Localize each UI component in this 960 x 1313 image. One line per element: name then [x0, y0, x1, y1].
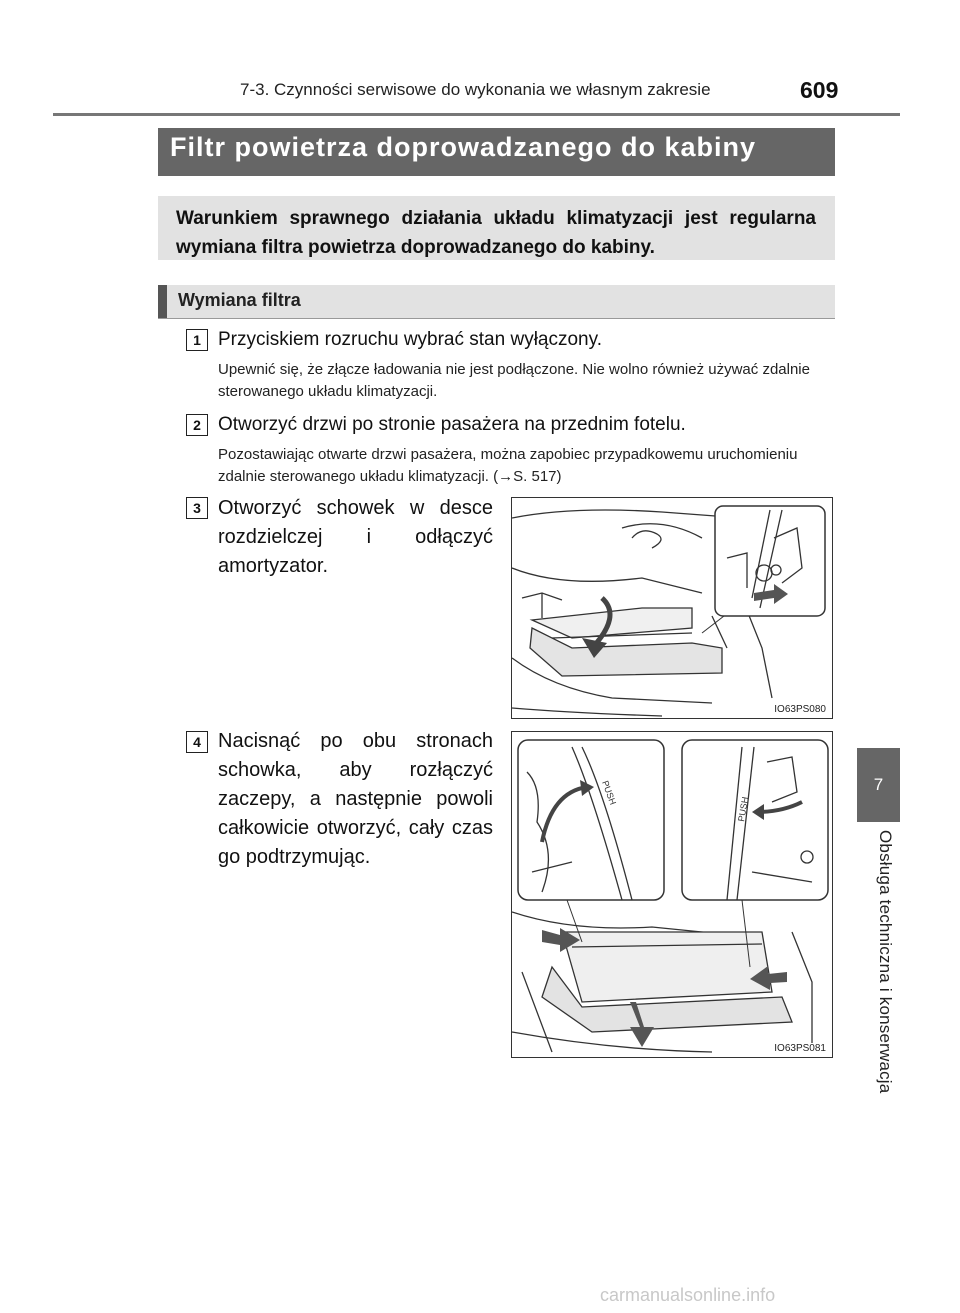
figure-glovebox-damper [511, 497, 833, 719]
step-1-note: Upewnić się, że złącze ładowania nie jest podłączone. Nie wolno również używać zdalnie sterowanego układu klimatyzacji. [218, 361, 810, 400]
subheading: Wymiana filtra [178, 290, 301, 310]
header-divider [53, 113, 900, 116]
chapter-tab: 7 [857, 748, 900, 822]
chapter-title: Obsługa techniczna i konserwacja [876, 830, 895, 1094]
step-2-text: Otworzyć drzwi po stronie pasażera na przednim fotelu. [218, 414, 686, 435]
subheading-marker [158, 285, 167, 318]
step-2-note: Pozostawiając otwarte drzwi pasażera, można zapobiec przypadkowemu uruchomieniu zdalnie sterowanego układu klimatyzacji. (→S. 517) [218, 446, 798, 485]
subheading-rule [158, 318, 835, 319]
step-number-3: 3 [186, 497, 208, 519]
watermark: carmanualsonline.info [600, 1285, 776, 1305]
push-label-right: PUSH [736, 795, 751, 823]
running-header: 7-3. Czynności serwisowe do wykonania we własnym zakresie [240, 80, 711, 99]
intro-text: Warunkiem sprawnego działania układu klimatyzacji jest regularna wymiana filtra powietrza doprowadzanego do kabiny. [176, 208, 816, 258]
page-title: Filtr powietrza doprowadzanego do kabiny [170, 132, 757, 162]
glovebox-release-illustration [512, 732, 832, 1057]
figure-4-label: IO63PS081 [774, 1043, 826, 1054]
step-1-text: Przyciskiem rozruchu wybrać stan wyłączony. [218, 329, 602, 350]
push-label-left: PUSH [600, 779, 619, 807]
step-number-2: 2 [186, 414, 208, 436]
step-number-4: 4 [186, 731, 208, 753]
figure-3-label: IO63PS080 [774, 704, 826, 715]
page-number: 609 [800, 77, 839, 103]
step-3-text: Otworzyć schowek w desce rozdzielczej i odłączyć amortyzator. [218, 497, 493, 577]
figure-glovebox-release [511, 731, 833, 1058]
step-number-1: 1 [186, 329, 208, 351]
step-4-text: Nacisnąć po obu stronach schowka, aby rozłączyć zaczepy, a następnie powoli całkowicie otworzyć, cały czas go podtrzymując. [218, 730, 493, 868]
glovebox-damper-illustration [512, 498, 832, 718]
